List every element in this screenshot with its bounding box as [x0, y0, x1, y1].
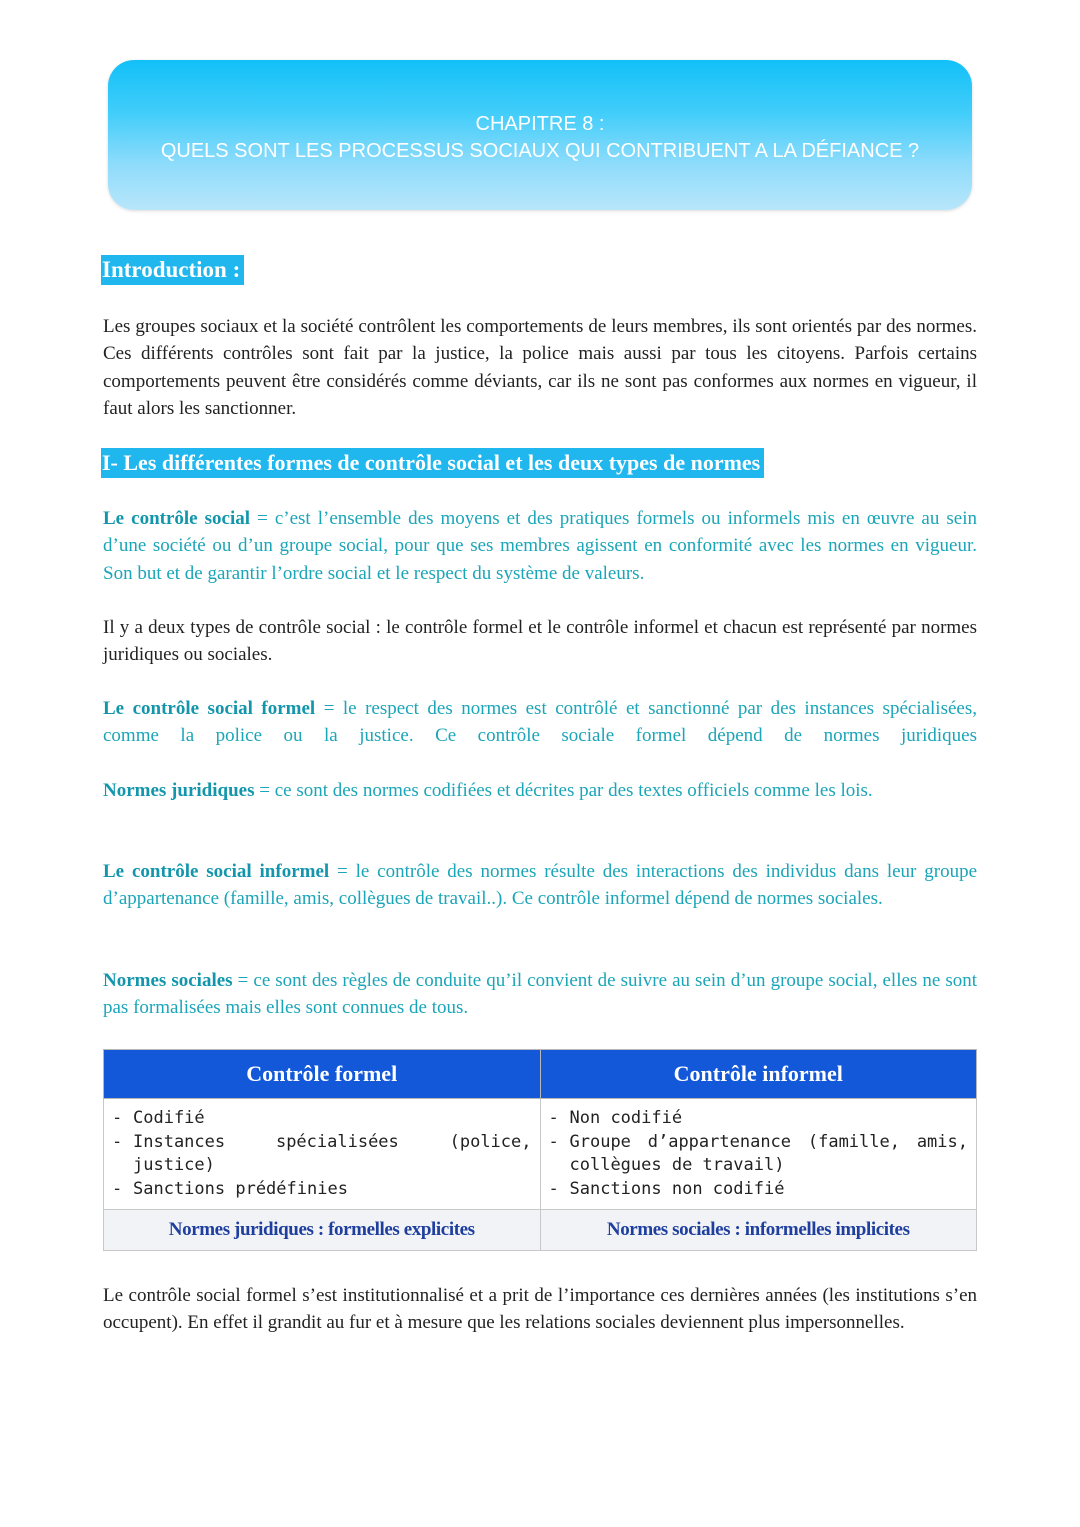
definition-term: Le contrôle social formel [103, 698, 316, 719]
table-footer-row [104, 1210, 977, 1251]
chapter-title: QUELS SONT LES PROCESSUS SOCIAUX QUI CONTRIBUENT A LA DÉFIANCE ? [160, 140, 920, 162]
table-cell-informel [540, 1099, 977, 1210]
definition-normes-juridiques [103, 777, 977, 804]
definition-normes-sociales [103, 967, 977, 1022]
chapter-number: CHAPITRE 8 : [475, 113, 605, 135]
types-paragraph: Il y a deux types de contrôle social : le contrôle formel et le contrôle informel et chacun est représenté par normes juridiques ou sociales. [103, 617, 977, 666]
formel-list [112, 1107, 532, 1201]
definition-controle-informel [103, 858, 977, 913]
list-item: - Codifié [112, 1107, 532, 1131]
definition-term: Le contrôle social [103, 508, 251, 529]
section-1-heading: I- Les différentes formes de contrôle social et les deux types de normes [101, 448, 764, 478]
definition-controle-social [103, 505, 977, 587]
definition-text: = le respect des normes est contrôlé et sanctionné par des instances spécialisées, comme la police ou la justice. Ce contrôle sociale formel dépend de normes juridiques [103, 698, 977, 747]
table-cell-formel [104, 1099, 541, 1210]
list-item: - Sanctions non codifié [549, 1178, 969, 1202]
definition-term: Normes sociales [103, 970, 233, 991]
table-footer-informel: Normes sociales : informelles implicites [540, 1210, 977, 1251]
informel-list [549, 1107, 969, 1201]
definition-text: = le contrôle des normes résulte des interactions des individus dans leur groupe d’appartenance (famille, amis, collègues de travail..). Ce contrôle informel dépend de normes sociales. [103, 861, 977, 910]
list-item: - Groupe d’appartenance (famille, amis, collègues de travail) [549, 1131, 969, 1178]
definition-controle-formel [103, 695, 977, 750]
definition-term: Le contrôle social informel [103, 861, 330, 882]
chapter-banner [108, 60, 972, 210]
table-body-row [104, 1099, 977, 1210]
definition-text: = ce sont des règles de conduite qu’il convient de suivre au sein d’un groupe social, elles ne sont pas formalisées mais elles sont connues de tous. [103, 970, 977, 1019]
definition-text: = ce sont des normes codifiées et décrites par des textes officiels comme les lois. [254, 780, 873, 801]
table-header-informel: Contrôle informel [540, 1050, 977, 1099]
table-header-row [104, 1050, 977, 1099]
introduction-paragraph: Les groupes sociaux et la société contrôlent les comportements de leurs membres, ils sont orientés par des normes. Ces différents contrôles sont fait par la justice, la police mais aussi par tous les citoyens. Parfois certains comportements peuvent être considérés comme déviants, car ils ne sont pas conformes aux normes en vigueur, il faut alors les sanctionner. [103, 316, 977, 419]
definition-text: = c’est l’ensemble des moyens et des pratiques formels ou informels mis en œuvre au sein d’une société ou d’un groupe social, pour que ses membres agissent en conformité avec les normes en vigueur. Son but et de garantir l’ordre social et le respect du système de valeurs. [103, 508, 977, 584]
introduction-heading: Introduction : [101, 255, 244, 285]
conclusion-paragraph: Le contrôle social formel s’est institutionnalisé et a prit de l’importance ces dernières années (les institutions s’en occupent). En effet il grandit au fur et à mesure que les relations sociales deviennent plus impersonnelles. [103, 1285, 977, 1334]
list-item: - Non codifié [549, 1107, 969, 1131]
list-item: - Sanctions prédéfinies [112, 1178, 532, 1202]
definition-term: Normes juridiques [103, 780, 255, 801]
table-footer-formel: Normes juridiques : formelles explicites [104, 1210, 541, 1251]
table-header-formel: Contrôle formel [104, 1050, 541, 1099]
comparison-table [103, 1049, 977, 1251]
list-item: - Instances spécialisées (police, justice) [112, 1131, 532, 1178]
